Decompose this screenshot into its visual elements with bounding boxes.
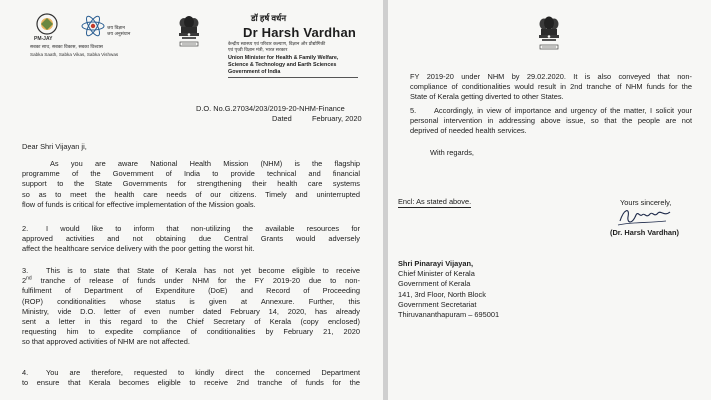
designation-english [228, 55, 338, 75]
para3-line-5: Ministry, vide D.O. letter of even number dated February 14, 2020, has already [22, 306, 360, 316]
paragraph-2 [22, 224, 360, 255]
addressee-block [398, 259, 499, 320]
para1-line-3: support to the State Governments for strengthening their health care systems [22, 179, 360, 189]
paragraph-1 [22, 159, 360, 210]
signatory-name: (Dr. Harsh Vardhan) [610, 228, 679, 237]
designation-hindi [228, 42, 325, 54]
letter-page-two [388, 0, 711, 400]
jai-anusandhan-line: जय अनुसंधान [107, 32, 131, 37]
cont-line-2: compliance of conditionalities would result in 2nd tranche of NHM funds for the [410, 82, 692, 92]
ashoka-emblem-icon [536, 14, 562, 58]
yours-sincerely: Yours sincerely, [620, 198, 672, 207]
minister-name-english: Dr Harsh Vardhan [243, 25, 357, 40]
para4-number: 4. [22, 368, 29, 377]
designation-english-line-3: Government of India [228, 68, 281, 75]
handwritten-signature-icon [614, 203, 676, 231]
national-emblem [176, 14, 202, 59]
designation-hindi-line-1: केन्द्रीय स्वास्थ्य एवं परिवार कल्याण, विज्ञान और प्रौद्योगिकी [228, 42, 326, 47]
para1-line-5: flow of funds is critical for effective implementation of the Mission goals. [22, 199, 256, 209]
addressee-line-3: Government of Kerala [398, 279, 471, 289]
para3-line-1: This is to state that State of Kerala has not yet become eligible to receive [46, 266, 360, 275]
para3-line-8: so that approved activities of NHM are not affected. [22, 337, 190, 347]
science-logo [80, 13, 106, 39]
national-emblem-page-two [536, 14, 562, 63]
para4-line-2: to ensure that Kerala becomes eligible to receive 2nd tranche of funds for the [22, 378, 360, 388]
jai-vigyan-line: जय विज्ञान [107, 26, 125, 31]
addressee-line-2: Chief Minister of Kerala [398, 269, 475, 279]
letter-date: February, 2020 [312, 114, 362, 123]
addressee-line-5: Government Secretariat [398, 299, 477, 309]
paragraph-3 [22, 266, 360, 348]
dated-label: Dated [272, 114, 292, 123]
enclosure-text: Encl: As stated above. [398, 197, 472, 206]
tagline-english: Sabka Saath, Sabka Vikas, Sabka Vishwas [30, 52, 119, 57]
designation-english-line-2: Science & Technology and Earth Sciences [228, 61, 337, 68]
para3-number: 3. [22, 266, 29, 275]
ordinal-number: 2 [22, 276, 27, 286]
para4-line-1: You are therefore, requested to kindly direct the concerned Department [46, 368, 360, 377]
para2-number: 2. [22, 224, 29, 233]
designation-english-line-1: Union Minister for Health & Family Welfare, [228, 55, 339, 61]
para2-line-1: I would like to inform that non-utilizing the available resources for [46, 224, 360, 233]
salutation: Dear Shri Vijayan ji, [22, 142, 87, 151]
enclosure-note [398, 197, 471, 207]
jai-vigyan-text [107, 26, 130, 38]
para1-line-4: so as to meet the health care needs of our citizens. Timely and uninterrupted [22, 189, 360, 199]
pm-jay-label: PM-JAY [34, 36, 53, 42]
closing-regards: With regards, [430, 148, 474, 157]
addressee-line-6: Thiruvananthapuram – 695001 [398, 310, 500, 320]
letterhead-divider [228, 77, 358, 78]
para3-line-3: fulfilment of Department of Expenditure (DoE) and Record of Proceeding [22, 286, 360, 296]
para3-line-6: sent a letter in this regard to the Chief Secretary of Kerala (copy enclosed) [22, 317, 360, 327]
tagline-hindi: सबका साथ, सबका विकास, सबका विश्वास [30, 45, 103, 50]
paragraph-5 [410, 106, 692, 137]
para5-number: 5. [410, 106, 417, 115]
para3-line-4: (ROP) conditionalities whose status is given at Annexure. Further, this [22, 296, 360, 306]
atom-icon [80, 13, 106, 39]
para3-line-7: requesting him to expedite compliance of conditionalities by February 21, 2020 [22, 327, 360, 337]
addressee-line-4: 141, 3rd Floor, North Block [398, 289, 486, 299]
cont-line-1: FY 2019-20 under NHM by 29.02.2020. It is also conveyed that non- [410, 72, 692, 81]
paragraph-4-continued [410, 72, 692, 103]
para2-line-2: approved activities and not obtaining due Central Grants would adversely [22, 234, 360, 244]
para1-line-2: programme of the Government of India to provide technical and financial [22, 169, 360, 179]
para5-line-3: deprived of needed health services. [410, 126, 527, 136]
pm-jay-logo [32, 12, 62, 42]
do-number: D.O. No.G.27034/203/2019-20-NHM-Finance [196, 104, 345, 113]
ordinal-suffix: nd [26, 275, 32, 282]
para2-line-3: affect the healthcare service delivery with the poor getting the worst hit. [22, 244, 255, 254]
para5-line-1: Accordingly, in view of importance and urgency of the matter, I solicit your [434, 106, 692, 115]
paragraph-4 [22, 368, 360, 388]
para1-line-1: As you are aware National Health Mission (NHM) is the flagship [50, 159, 360, 168]
designation-hindi-line-2: एवं पृथ्वी विज्ञान मंत्री, भारत सरकार [228, 48, 288, 53]
ashoka-emblem-icon [176, 14, 202, 54]
cont-line-3: State of Kerala getting diverted to other States. [410, 92, 564, 102]
minister-name-hindi: डॉ हर्ष वर्धन [251, 13, 287, 23]
para5-line-2: personal intervention in addressing above issue, so that the people are not [410, 116, 692, 126]
para3-line-2: tranche of release of funds under NHM for the FY 2019-20 due to non- [40, 276, 360, 286]
addressee-name: Shri Pinarayi Vijayan, [398, 259, 474, 268]
